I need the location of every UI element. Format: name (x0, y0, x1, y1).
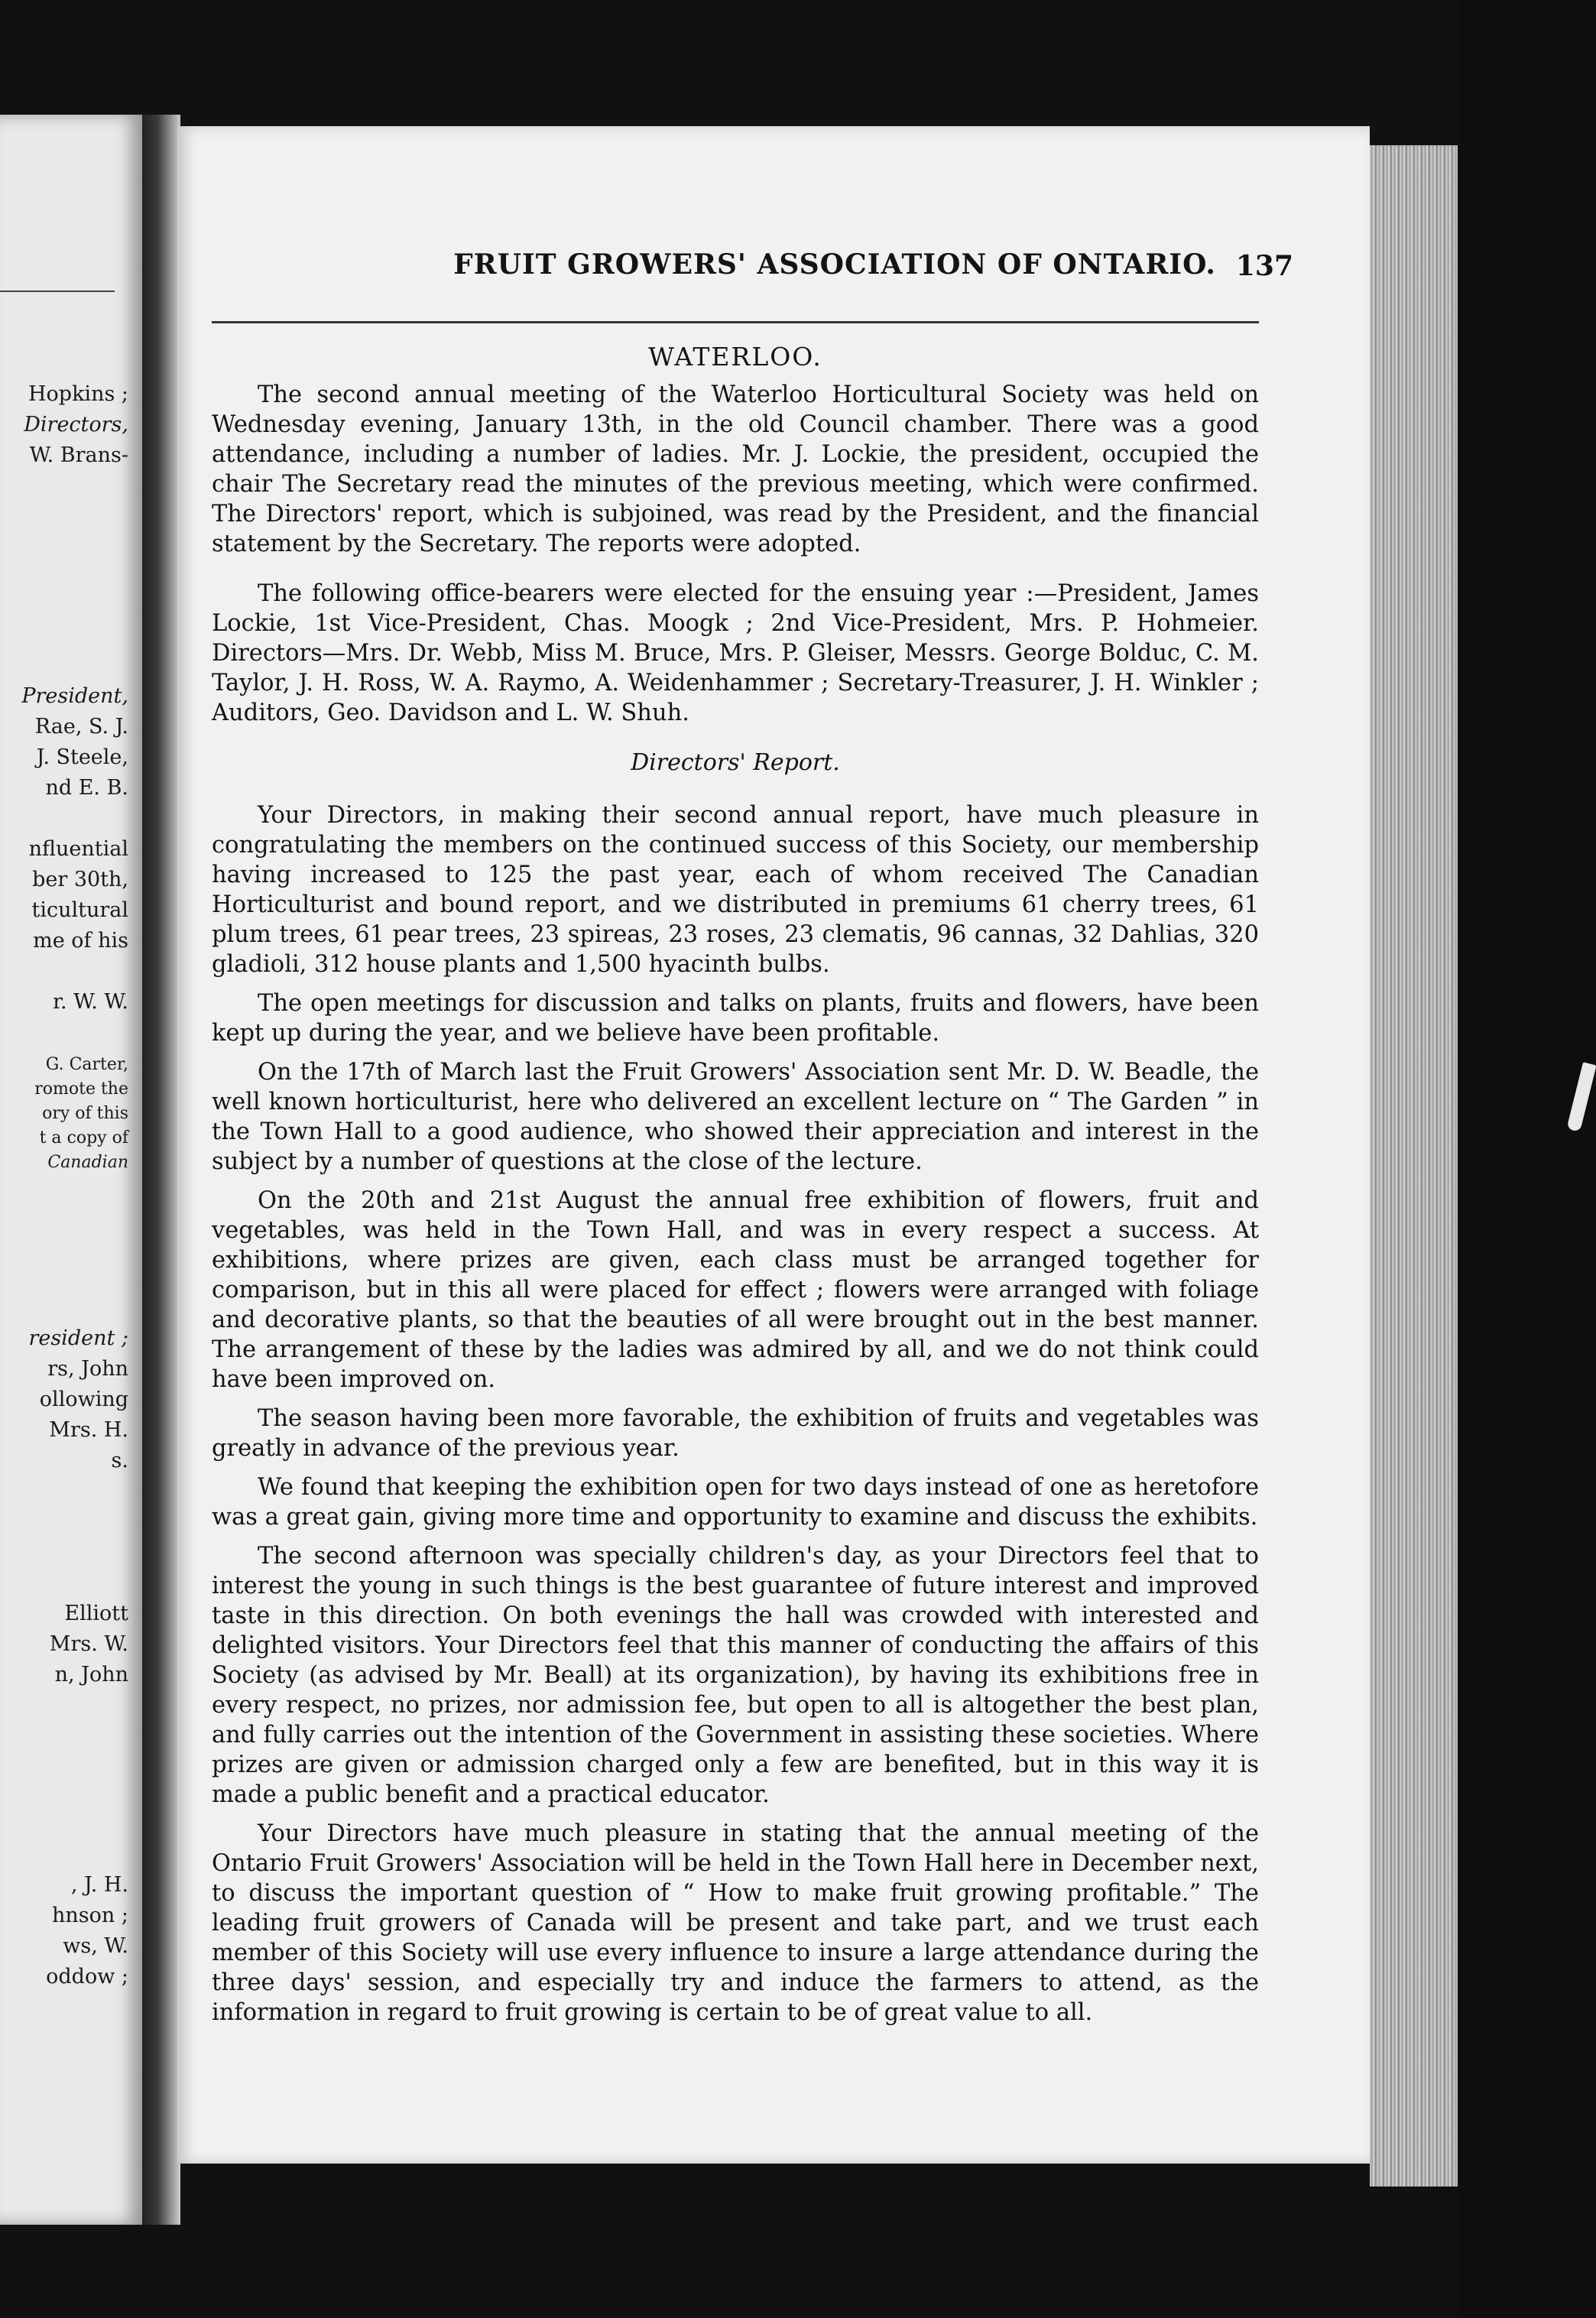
previous-page-line: Elliott (64, 1602, 128, 1625)
previous-page-line: rs, John (47, 1357, 128, 1381)
report-heading: Directors' Report. (631, 749, 840, 776)
previous-page-line: resident ; (28, 1326, 128, 1350)
previous-page-line: Canadian (47, 1153, 128, 1172)
previous-page-line: G. Carter, (45, 1055, 128, 1074)
previous-page-line: ticultural (31, 898, 128, 922)
header-rule (212, 321, 1259, 323)
previous-page-line: ollowing (39, 1388, 128, 1411)
body-text (212, 380, 1259, 2037)
previous-page-line: Directors, (24, 413, 128, 437)
report-paragraph: The open meetings for discussion and talks on plants, fruits and flowers, have been kept up during the year, and we believe have been profitable. (212, 990, 1259, 1047)
previous-page-line: oddow ; (46, 1965, 128, 1988)
report-paragraph: On the 17th of March last the Fruit Growers' Association sent Mr. D. W. Beadle, the well known horticulturist, here who delivered an excellent lecture on “ The Garden ” in the Town Hall to a good audience, who showed their appreciation and interest in the subject by a number of questions at the close of the lecture. (212, 1059, 1259, 1175)
previous-page-line: s. (111, 1449, 128, 1472)
previous-page-line: r. W. W. (53, 990, 128, 1014)
previous-page-line: nfluential (28, 837, 128, 861)
previous-page-line: , J. H. (70, 1873, 128, 1897)
page-edges (1370, 145, 1458, 2187)
background-right (1458, 0, 1596, 2318)
previous-page-fragment (0, 115, 145, 2225)
previous-page-line: me of his (33, 929, 128, 953)
previous-page-line: hnson ; (52, 1904, 128, 1927)
page-number: 137 (1235, 250, 1293, 282)
report-paragraphs (212, 800, 1259, 2027)
report-paragraph: On the 20th and 21st August the annual free exhibition of flowers, fruit and vegetables, was held in the Town Hall, and was in every respect a success. At exhibitions, where prizes are given, each class must be arranged together for comparison, but in this all were placed for effect ; flowers were arranged with foliage and decorative plants, so that the beauties of all were brought out in the best manner. The arrangement of these by the ladies was admired by all, and we do not think could have been improved on. (212, 1187, 1259, 1393)
previous-page-line: romote the (34, 1079, 128, 1099)
previous-page-line: W. Brans- (29, 443, 128, 467)
book-page (177, 126, 1370, 2164)
previous-page-line: ws, W. (63, 1934, 128, 1958)
running-head: FRUIT GROWERS' ASSOCIATION OF ONTARIO. (453, 248, 1216, 281)
previous-page-line: President, (21, 684, 128, 708)
report-paragraph: Your Directors have much pleasure in stating that the annual meeting of the Ontario Fruit Growers' Association will be held in the Town Hall here in December next, to discuss the important question of “ How to make fruit growing profitable.” The leading fruit growers of Canada will be present and take part, and we trust each member of this Society will use every influence to insure a large attendance during the three days' session, and especially try and induce the farmers to attend, as the information in regard to fruit growing is certain to be of great value to all. (212, 1820, 1259, 2026)
book-gutter (142, 115, 180, 2225)
intro-paragraph: The second annual meeting of the Waterloo Horticultural Society was held on Wednesday evening, January 13th, in the old Council chamber. There was a good attendance, including a number of ladies. Mr. J. Lockie, the president, occupied the chair The Secretary read the minutes of the previous meeting, which were confirmed. The Directors' report, which is subjoined, was read by the President, and the financial statement by the Secretary. The reports were adopted. (212, 381, 1259, 557)
previous-page-line: n, John (54, 1663, 128, 1687)
officers-paragraph: The following office-bearers were elected for the ensuing year :—President, James Lockie, 1st Vice-President, Chas. Moogk ; 2nd Vice-President, Mrs. P. Hohmeier. Directors—Mrs. Dr. Webb, Miss M. Bruce, Mrs. P. Gleiser, Messrs. George Bolduc, C. M. Taylor, J. H. Ross, W. A. Raymo, A. Weidenhammer ; Secretary-Treasurer, J. H. Winkler ; Auditors, Geo. Davidson and L. W. Shuh. (212, 580, 1259, 726)
report-paragraph: We found that keeping the exhibition open for two days instead of one as heretofore was a great gain, giving more time and opportunity to examine and discuss the exhibits. (212, 1474, 1259, 1531)
previous-page-line: t a copy of (39, 1128, 128, 1148)
previous-page-line: Mrs. H. (49, 1418, 128, 1442)
report-paragraph: Your Directors, in making their second annual report, have much pleasure in congratulating the members on the continued success of this Society, our membership having increased to 125 the past year, each of whom received The Canadian Horticulturist and bound report, and we distributed in premiums 61 cherry trees, 61 plum trees, 61 pear trees, 23 spireas, 23 roses, 23 clematis, 96 cannas, 32 Dahlias, 320 gladioli, 312 house plants and 1,500 hyacinth bulbs. (212, 802, 1259, 978)
previous-page-line: ber 30th, (32, 868, 128, 891)
previous-page-line: Mrs. W. (49, 1632, 128, 1656)
section-title: WATERLOO. (648, 342, 822, 372)
previous-page-line: J. Steele, (36, 745, 128, 769)
previous-page-line: Hopkins ; (28, 382, 128, 406)
report-paragraph: The second afternoon was specially children's day, as your Directors feel that to interest the young in such things is the best guarantee of future interest and improved taste in this direction. On both evenings the hall was crowded with interested and delighted visitors. Your Directors feel that this manner of conducting the affairs of this Society (as advised by Mr. Beall) at its organization), by having its exhibitions free in every respect, no prizes, nor admission fee, but open to all is altogether the best plan, and fully carries out the intention of the Government in assisting these societies. Where prizes are given or admission charged only a few are benefited, but in this way it is made a public benefit and a practical educator. (212, 1543, 1259, 1808)
report-paragraph: The season having been more favorable, the exhibition of fruits and vegetables was greatly in advance of the previous year. (212, 1405, 1259, 1462)
previous-page-line: Rae, S. J. (34, 715, 128, 739)
previous-page-rule (0, 291, 115, 292)
previous-page-line: ory of this (42, 1104, 128, 1123)
previous-page-line: nd E. B. (45, 776, 128, 800)
